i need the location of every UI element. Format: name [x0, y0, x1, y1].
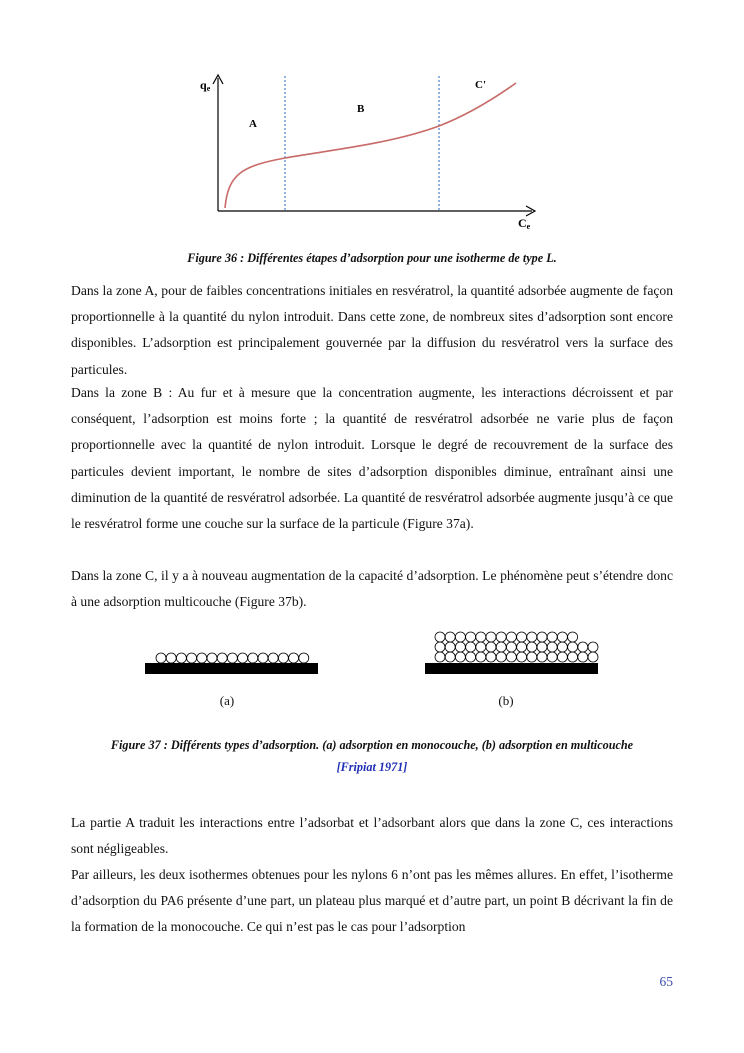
figure-36-caption: Figure 36 : Différentes étapes d’adsorption pour une isotherme de type L. [187, 251, 557, 265]
molecule-circle [496, 652, 506, 662]
figure-37-caption-text: Figure 37 : Différents types d’adsorption. (a) adsorption en monocouche, (b) adsorption en multicouche [110, 738, 634, 752]
paragraph-nylon-isotherms: Par ailleurs, les deux isothermes obtenues pour les nylons 6 n’ont pas les mêmes allures. En effet, l’isotherme d’adsorption du PA6 présente d’une part, un plateau plus marqué et d’autre part, un point B décrivant la fin de la formation de la monocouche. Ce qui n’est pas le cas pour l’adsorption [71, 867, 673, 935]
figure-37a-label: (a) [219, 693, 235, 708]
molecule-circle [258, 653, 268, 663]
molecule-circle [466, 652, 476, 662]
molecule-circle [455, 642, 465, 652]
molecule-circle [517, 652, 527, 662]
molecule-circle [506, 632, 516, 642]
molecule-circle [537, 652, 547, 662]
molecule-circle [166, 653, 176, 663]
paragraph-zone-b: Dans la zone B : Au fur et à mesure que la concentration augmente, les interactions décroissent et par conséquent, l’adsorption est moins forte ; la quantité de resvératrol adsorbée ne varie plus de façon proportionnelle avec la quantité de nylon introduit. Lorsque le degré de recouvrement de la surface des particules devient important, le nombre de sites d’adsorption disponibles diminue, entraînant ainsi une diminution de la quantité de resvératrol adsorbée. La quantité de resvératrol adsorbée augmente jusqu’à ce que le resvératrol forme une couche sur la surface de la particule (Figure 37a). [71, 385, 673, 532]
adsorbent-surface-b [425, 663, 598, 674]
figure-37b-label: (b) [498, 693, 514, 708]
molecule-circle [466, 632, 476, 642]
zone-a-label: A [249, 118, 257, 130]
molecule-circle [537, 642, 547, 652]
molecule-circle [486, 652, 496, 662]
molecule-circle [547, 652, 557, 662]
molecule-circle [506, 642, 516, 652]
molecule-circle [527, 652, 537, 662]
molecule-circle [506, 652, 516, 662]
molecule-circle [547, 642, 557, 652]
molecule-circle [299, 653, 309, 663]
molecule-circle [445, 652, 455, 662]
molecule-circle [557, 642, 567, 652]
figure-37-citation: [Fripiat 1971] [336, 760, 408, 774]
molecule-circle [527, 642, 537, 652]
molecule-circle [496, 642, 506, 652]
molecule-circle [278, 653, 288, 663]
page-number: 65 [659, 974, 673, 989]
molecule-circle [588, 652, 598, 662]
paragraph-zone-c: Dans la zone C, il y a à nouveau augmentation de la capacité d’adsorption. Le phénomène peut s’étendre donc à une adsorption multicouche (Figure 37b). [71, 568, 673, 610]
y-axis-label: qe [200, 78, 211, 93]
molecule-circle [557, 632, 567, 642]
molecule-circle [445, 642, 455, 652]
molecule-circle [578, 642, 588, 652]
molecule-circle [455, 632, 465, 642]
isotherm-curve [225, 83, 516, 208]
molecule-circle [435, 652, 445, 662]
molecule-circle [227, 653, 237, 663]
molecule-circle [476, 652, 486, 662]
multilayer-molecules [435, 632, 598, 662]
zone-c-label: C' [475, 79, 486, 91]
monolayer-molecules [156, 653, 309, 663]
molecule-circle [176, 653, 186, 663]
molecule-circle [445, 632, 455, 642]
molecule-circle [238, 653, 248, 663]
figure-36-isotherm-diagram [190, 66, 550, 236]
figure-37b-multilayer-diagram [420, 625, 605, 680]
molecule-circle [486, 642, 496, 652]
molecule-circle [435, 642, 445, 652]
molecule-circle [268, 653, 278, 663]
figure-37a-monolayer-diagram [140, 645, 325, 680]
molecule-circle [557, 652, 567, 662]
zone-b-label: B [357, 103, 365, 115]
molecule-circle [217, 653, 227, 663]
molecule-circle [517, 632, 527, 642]
x-axis-label: Ce [518, 216, 531, 231]
molecule-circle [197, 653, 207, 663]
molecule-circle [527, 632, 537, 642]
molecule-circle [537, 632, 547, 642]
molecule-circle [517, 642, 527, 652]
molecule-circle [289, 653, 299, 663]
figure-37-caption [60, 734, 684, 778]
molecule-circle [547, 632, 557, 642]
molecule-circle [435, 632, 445, 642]
molecule-circle [476, 642, 486, 652]
molecule-circle [476, 632, 486, 642]
molecule-circle [568, 632, 578, 642]
paragraph-zone-a: Dans la zone A, pour de faibles concentrations initiales en resvératrol, la quantité adsorbée augmente de façon proportionnelle à la quantité du nylon introduit. Dans cette zone, de nombreux sites d’adsorption sont encore disponibles. L’adsorption est principalement gouvernée par la diffusion du resvératrol vers la surface des particules. [71, 283, 673, 377]
molecule-circle [496, 632, 506, 642]
molecule-circle [486, 632, 496, 642]
molecule-circle [568, 642, 578, 652]
molecule-circle [248, 653, 258, 663]
molecule-circle [207, 653, 217, 663]
adsorbent-surface-a [145, 663, 318, 674]
molecule-circle [455, 652, 465, 662]
molecule-circle [156, 653, 166, 663]
molecule-circle [466, 642, 476, 652]
molecule-circle [588, 642, 598, 652]
paragraph-part-a-interactions: La partie A traduit les interactions entre l’adsorbat et l’adsorbant alors que dans la zone C, ces interactions sont négligeables. [71, 815, 673, 857]
molecule-circle [187, 653, 197, 663]
molecule-circle [578, 652, 588, 662]
molecule-circle [568, 652, 578, 662]
